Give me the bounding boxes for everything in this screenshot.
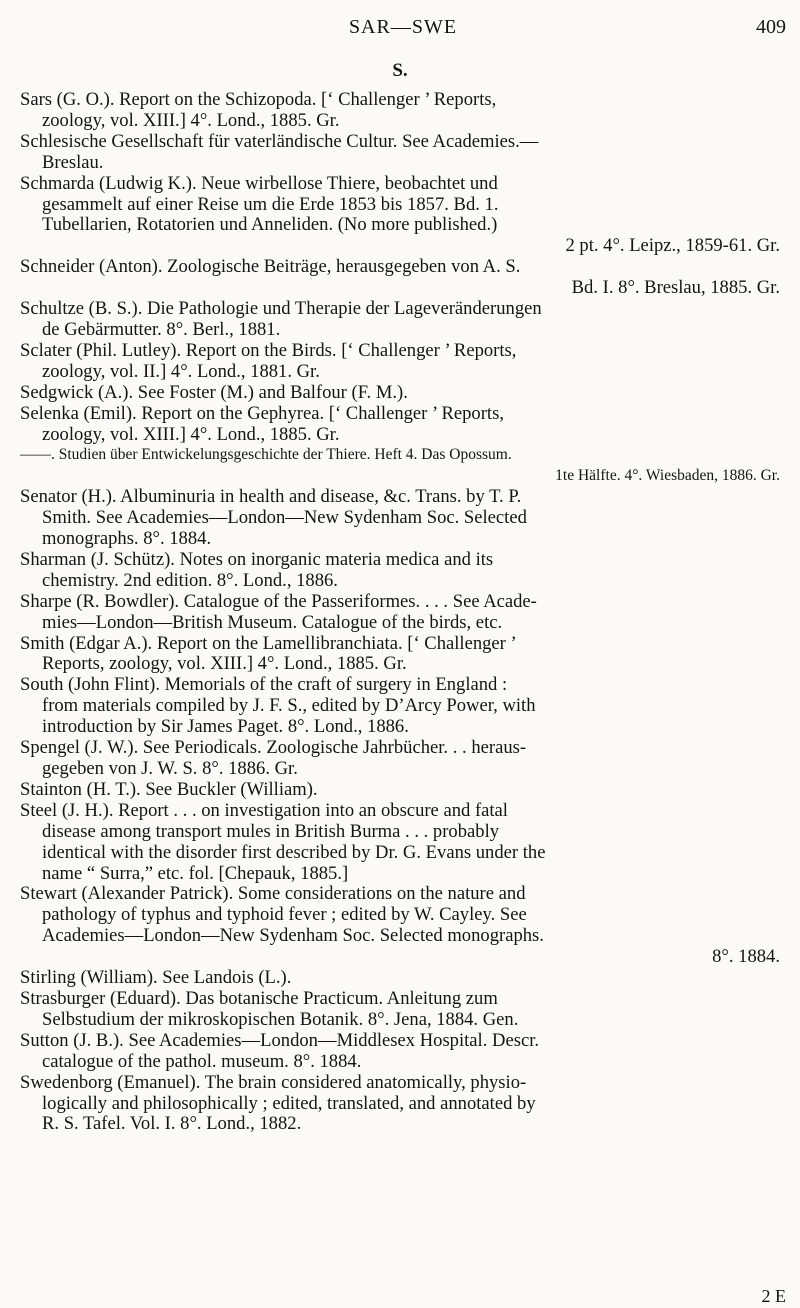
entry-schmarda: [20, 174, 780, 258]
entry-spengel: [20, 738, 780, 780]
entry-line: Academies—London—New Sydenham Soc. Selected monographs.: [42, 925, 544, 947]
entry-line: Swedenborg (Emanuel). The brain considered anatomically, physio-: [20, 1071, 527, 1093]
entry-line: Sedgwick (A.). See Foster (M.) and Balfour (F. M.).: [20, 381, 408, 403]
entry-line: Stewart (Alexander Patrick). Some considerations on the nature and: [20, 883, 526, 905]
entry-line: gegeben von J. W. S. 8°. 1886. Gr.: [42, 758, 298, 779]
entry-stewart: [20, 884, 780, 968]
entry-list: [20, 90, 780, 1135]
entry-line: Breslau.: [42, 151, 104, 173]
entry-sutton: [20, 1031, 780, 1073]
entry-sharman: [20, 550, 780, 592]
entry-imprint: 1te Hälfte. 4°. Wiesbaden, 1886. Gr.: [555, 467, 780, 485]
entry-line: zoology, vol. XIII.] 4°. Lond., 1885. Gr.: [42, 109, 340, 131]
entry-line: Schmarda (Ludwig K.). Neue wirbellose Thiere, beobachtet und: [20, 172, 498, 194]
entry-line: Sharman (J. Schütz). Notes on inorganic materia medica and its: [20, 548, 494, 570]
entry-line: Smith. See Academies—London—New Sydenham Soc. Selected: [42, 507, 527, 529]
entry-imprint: Bd. I. 8°. Breslau, 1885. Gr.: [571, 277, 780, 299]
entry-sars: [20, 90, 780, 132]
entry-line: Stirling (William). See Landois (L.).: [20, 967, 292, 989]
entry-sclater: [20, 341, 780, 383]
running-head: [20, 16, 786, 46]
entry-smith: [20, 634, 780, 676]
entry-sharpe: [20, 592, 780, 634]
entry-line: introduction by Sir James Paget. 8°. Lond., 1886.: [42, 716, 409, 738]
entry-line: Sars (G. O.). Report on the Schizopoda. [‘ Challenger ’ Reports,: [20, 89, 497, 110]
entry-line: Strasburger (Eduard). Das botanische Practicum. Anleitung zum: [20, 987, 498, 1009]
entry-line: Sclater (Phil. Lutley). Report on the Birds. [‘ Challenger ’ Reports,: [20, 339, 517, 361]
entry-line: monographs. 8°. 1884.: [42, 528, 212, 550]
running-head-title: SAR—SWE: [348, 16, 458, 38]
entry-line: zoology, vol. XIII.] 4°. Lond., 1885. Gr.: [42, 423, 340, 445]
entry-line: Stainton (H. T.). See Buckler (William).: [20, 778, 318, 800]
entry-schneider: [20, 257, 780, 299]
entry-senator: [20, 487, 780, 550]
entry-line: Schultze (B. S.). Die Pathologie und Therapie der Lageveränderungen: [20, 298, 542, 320]
entry-line: Reports, zoology, vol. XIII.] 4°. Lond., 1885. Gr.: [42, 653, 407, 675]
entry-line: South (John Flint). Memorials of the craft of surgery in England :: [20, 674, 508, 696]
entry-steel: [20, 801, 780, 885]
entry-selenka: [20, 404, 780, 446]
entry-line: mies—London—British Museum. Catalogue of the birds, etc.: [42, 611, 503, 633]
signature-mark: 2 E: [761, 1286, 786, 1306]
entry-line: gesammelt auf einer Reise um die Erde 1853 bis 1857. Bd. 1.: [42, 193, 499, 215]
entry-line: zoology, vol. II.] 4°. Lond., 1881. Gr.: [42, 360, 320, 382]
entry-line: Sharpe (R. Bowdler). Catalogue of the Passeriformes. . . . See Acade-: [20, 590, 537, 612]
entry-line: Schlesische Gesellschaft für vaterländische Cultur. See Academies.—: [20, 130, 539, 152]
entry-schultze: [20, 299, 780, 341]
entry-line: from materials compiled by J. F. S., edited by D’Arcy Power, with: [42, 695, 536, 717]
entry-strasburger: [20, 989, 780, 1031]
entry-schlesische-gesellschaft: [20, 132, 780, 174]
entry-line: Tubellarien, Rotatorien und Anneliden. (No more published.): [42, 214, 498, 236]
entry-south: [20, 675, 780, 738]
entry-line: Smith (Edgar A.). Report on the Lamellibranchiata. [‘ Challenger ’: [20, 632, 517, 654]
entry-line: Spengel (J. W.). See Periodicals. Zoologische Jahrbücher. . . heraus-: [20, 737, 527, 759]
entry-line: disease among transport mules in British Burma . . . probably: [42, 820, 500, 842]
entry-imprint: 8°. 1884.: [712, 946, 780, 968]
entry-line: pathology of typhus and typhoid fever ; edited by W. Cayley. See: [42, 904, 527, 926]
entry-line: catalogue of the pathol. museum. 8°. 1884.: [42, 1050, 362, 1072]
entry-line: R. S. Tafel. Vol. I. 8°. Lond., 1882.: [42, 1113, 302, 1135]
entry-sedgwick: [20, 383, 780, 404]
entry-line: logically and philosophically ; edited, translated, and annotated by: [42, 1092, 536, 1114]
entry-line: Selbstudium der mikroskopischen Botanik. 8°. Jena, 1884. Gen.: [42, 1008, 519, 1030]
entry-imprint: 2 pt. 4°. Leipz., 1859-61. Gr.: [565, 235, 780, 257]
entry-line: Steel (J. H.). Report . . . on investigation into an obscure and fatal: [20, 799, 508, 821]
entry-line: Sutton (J. B.). See Academies—London—Middlesex Hospital. Descr.: [20, 1029, 540, 1051]
entry-line: Senator (H.). Albuminuria in health and disease, &c. Trans. by T. P.: [20, 486, 522, 508]
entry-stainton: [20, 780, 780, 801]
entry-swedenborg: [20, 1073, 780, 1136]
entry-selenka-studien: [20, 445, 780, 487]
entry-line: de Gebärmutter. 8°. Berl., 1881.: [42, 318, 281, 340]
page-number: 409: [756, 16, 786, 38]
entry-line: name “ Surra,” etc. fol. [Chepauk, 1885.]: [42, 862, 349, 884]
entry-stirling: [20, 968, 780, 989]
entry-line: Selenka (Emil). Report on the Gephyrea. [‘ Challenger ’ Reports,: [20, 402, 504, 424]
entry-line: chemistry. 2nd edition. 8°. Lond., 1886.: [42, 569, 338, 591]
entry-line: ——. Studien über Entwickelungsgeschichte der Thiere. Heft 4. Das Opossum.: [20, 446, 512, 464]
entry-line: identical with the disorder first described by Dr. G. Evans under the: [42, 841, 546, 863]
section-letter: S.: [392, 60, 408, 81]
entry-line: Schneider (Anton). Zoologische Beiträge, herausgegeben von A. S.: [20, 256, 521, 278]
